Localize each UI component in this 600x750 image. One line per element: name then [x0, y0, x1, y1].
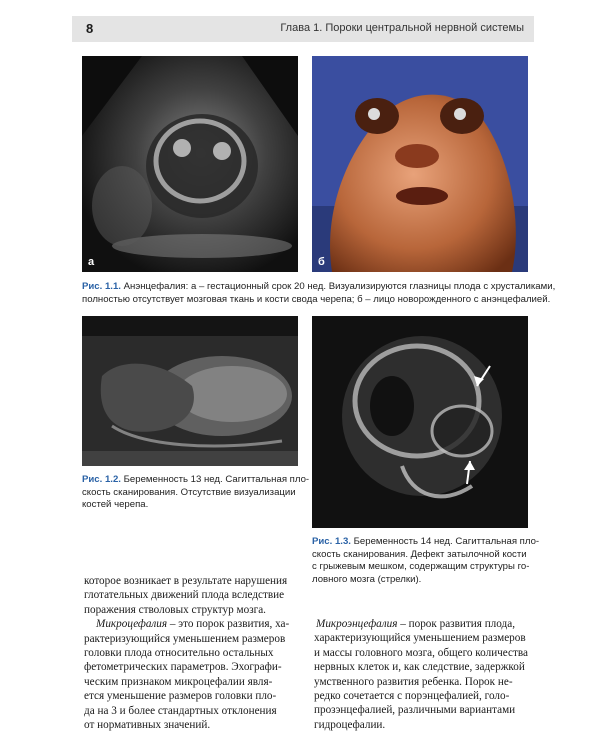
ultrasound-image	[312, 316, 528, 528]
text-line: рактеризующийся уменьшением размеров	[84, 632, 286, 645]
caption-figure-1-1	[82, 281, 556, 306]
figure-1-1a-ultrasound	[82, 56, 298, 272]
text-line: характеризующийся уменьшением размеров	[314, 632, 526, 645]
caption-figure-1-2	[82, 474, 310, 512]
figure-label: Рис. 1.1.	[82, 281, 121, 292]
text-line: ется уменьшение размеров головки пло-	[84, 690, 277, 703]
text-line: фетометрических параметров. Эхографи-	[84, 661, 282, 674]
caption-text: скость сканирования. Дефект затылочной кости	[312, 548, 527, 560]
figure-1-1b-photo	[312, 56, 528, 272]
ultrasound-image	[82, 316, 298, 466]
newborn-photo	[312, 56, 528, 272]
figure-letter-b: б	[318, 256, 325, 268]
figure-1-3-ultrasound	[312, 316, 528, 528]
page-header	[72, 16, 534, 42]
chapter-title: Глава 1. Пороки центральной нервной системы	[280, 22, 524, 34]
figure-1-2-ultrasound	[82, 316, 298, 466]
text-line: Микроцефалия – это порок развития, ха-	[96, 618, 290, 631]
page-number: 8	[86, 21, 94, 36]
caption-text: костей черепа.	[82, 499, 149, 510]
caption-text: с грыжевым мешком, содержащим структуры го-	[312, 561, 530, 572]
figure-label: Рис. 1.3.	[312, 536, 351, 547]
text-line: от нормативных значений.	[84, 719, 211, 732]
caption-text: скость сканирования. Отсутствие визуализации	[82, 486, 296, 498]
text-line: и массы головного мозга, общего количества	[314, 646, 529, 659]
figure-label: Рис. 1.2.	[82, 474, 121, 485]
text-line: да на 3 и более стандартных отклонения	[84, 704, 277, 717]
ultrasound-image	[82, 56, 298, 272]
caption-text: ловного мозга (стрелки).	[312, 573, 422, 585]
body-column-left	[84, 574, 300, 732]
figure-letter-a: а	[88, 256, 95, 268]
text-line: умственного развития ребенка. Порок не-	[314, 675, 513, 688]
caption-text: Беременность 14 нед. Сагиттальная пло-	[350, 536, 540, 547]
caption-text: Анэнцефалия: а – гестационный срок 20 нед. Визуализируются глазницы плода с хрусталиками,	[120, 281, 556, 292]
text-line: Микроэнцефалия – порок развития плода,	[316, 618, 515, 630]
caption-figure-1-3	[312, 536, 540, 586]
text-line: глотательных движений плода вследствие	[84, 589, 285, 602]
caption-text: полностью отсутствует мозговая ткань и кости свода черепа; б – лицо новорожденного с анэнцефалией.	[82, 293, 551, 305]
text-line: гидроцефалии.	[314, 718, 386, 731]
text-line: нервных клеток и, как следствие, задержкой	[314, 661, 525, 674]
text-line: поражения стволовых структур мозга.	[84, 603, 266, 616]
caption-text: Беременность 13 нед. Сагиттальная пло-	[120, 474, 310, 485]
text-line: ческим признаком микроцефалии явля-	[84, 675, 273, 688]
text-line: редко сочетается с порэнцефалией, голо-	[314, 690, 510, 703]
body-column-right	[314, 617, 530, 732]
text-line: прозэнцефалией, различными вариантами	[314, 704, 516, 717]
text-line: головки плода относительно остальных	[84, 647, 274, 660]
text-line: которое возникает в результате нарушения	[84, 575, 288, 587]
